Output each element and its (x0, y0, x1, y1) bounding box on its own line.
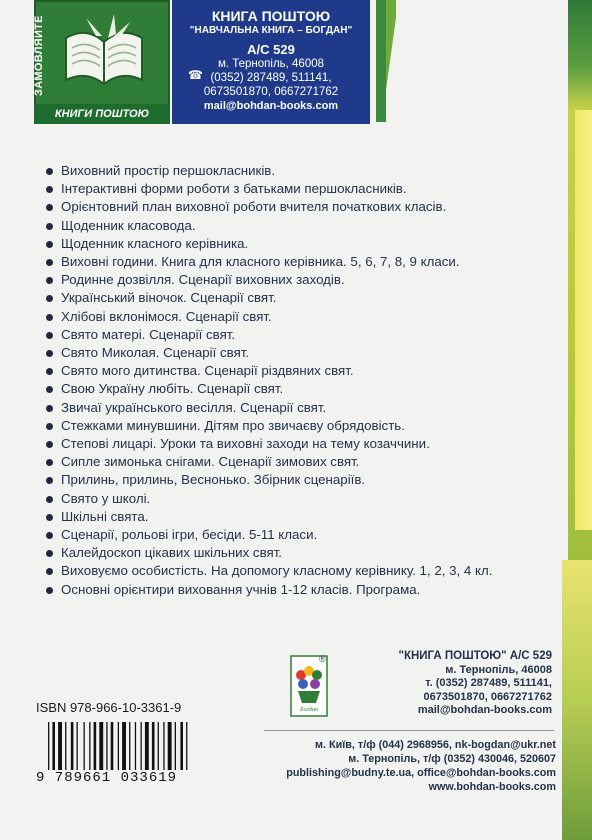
barcode-bar (77, 722, 78, 772)
bullet-icon (46, 568, 53, 575)
book-list-item (46, 253, 566, 271)
book-title: Стежками минувшини. Дітям про звичаєву обрядовість. (61, 417, 405, 433)
bullet-icon (46, 186, 53, 193)
book-list-item (46, 362, 566, 380)
bullet-icon (46, 241, 53, 248)
book-title: Звичаї українського весілля. Сценарії свят. (61, 399, 327, 415)
logo-bottom-label: КНИГИ ПОШТОЮ (34, 104, 170, 124)
barcode-bar (89, 722, 90, 772)
book-title: Степові лицарі. Уроки та виховні заходи на тему козаччини. (61, 436, 430, 452)
book-list-item (46, 471, 566, 489)
bullet-icon (46, 168, 53, 175)
bullet-icon (46, 259, 53, 266)
info-email: mail@bohdan-books.com (203, 100, 339, 112)
book-title: Хлібові вклонімося. Сценарії свят. (61, 308, 272, 324)
phone-icon: ☎ (188, 68, 203, 82)
book-list-item (46, 526, 566, 544)
mail-order-info-box (172, 0, 370, 124)
book-list-item (46, 508, 566, 526)
bullet-icon (46, 204, 53, 211)
registered-mark: ® (319, 654, 326, 664)
book-title: Український віночок. Сценарії свят. (61, 290, 277, 306)
book-title: Шкільні свята. (61, 508, 149, 524)
green-bar (376, 0, 386, 122)
book-title: Прилинь, прилинь, Веснонько. Збірник сценаріїв. (61, 472, 366, 488)
book-list-item (46, 326, 566, 344)
bullet-icon (46, 532, 53, 539)
bullet-icon (46, 223, 53, 230)
contact-website[interactable]: www.bohdan-books.com (428, 781, 556, 793)
book-list-item (46, 198, 566, 216)
barcode-bar (145, 722, 149, 772)
info-po-box: А/С 529 (247, 42, 295, 57)
barcode-bar (175, 722, 176, 772)
book-title: Орієнтовний план виховної роботи вчителя початкових класів. (61, 199, 447, 215)
book-title: Свято Миколая. Сценарії свят. (61, 345, 250, 361)
book-title: Щоденник класовода. (61, 217, 196, 233)
info-title: КНИГА ПОШТОЮ (211, 8, 331, 24)
logo-vertical-text: ЗАМОВЛЯЙТЕ (33, 15, 45, 97)
book-list-item (46, 544, 566, 562)
bullet-icon (46, 423, 53, 430)
contact-emails[interactable]: publishing@budny.te.ua, office@bohdan-books.com (286, 767, 556, 779)
bohdan-publisher-logo (290, 655, 328, 717)
bullet-icon (46, 332, 53, 339)
barcode-bar (152, 722, 155, 772)
bullet-icon (46, 386, 53, 393)
publisher-logo-text: Богдан (300, 707, 318, 713)
book-title: Сипле зимонька снігами. Сценарії зимових свят. (61, 454, 360, 470)
book-list-item (46, 235, 566, 253)
contact-phone-1: т. (0352) 287489, 511141, (425, 677, 552, 689)
barcode-bar (58, 722, 62, 772)
bullet-icon (46, 314, 53, 321)
bullet-icon (46, 514, 53, 521)
contact-kyiv: м. Київ, т/ф (044) 2968956, nk-bogdan@ukr.net (315, 739, 556, 751)
book-list-item (46, 217, 566, 235)
barcode-bar (84, 722, 85, 772)
book-list-item (46, 162, 566, 180)
bullet-icon (46, 496, 53, 503)
right-stripe-top (568, 0, 592, 110)
barcode-bar (163, 722, 164, 772)
book-title: Родинне дозвілля. Сценарії виховних заходів. (61, 272, 345, 288)
isbn: ISBN 978-966-10-3361-9 (36, 700, 182, 715)
right-stripe-bottom (562, 560, 592, 840)
contact-block-secondary (286, 738, 556, 794)
barcode-bar (129, 722, 130, 772)
bullet-icon (46, 587, 53, 594)
book-list-item (46, 380, 566, 398)
contact-ternopil: м. Тернопіль, т/ф (0352) 430046, 520607 (348, 753, 556, 765)
book-title: Калейдоскоп цікавих шкільних свят. (61, 545, 283, 561)
book-list-item (46, 562, 566, 580)
book-list-item (46, 417, 566, 435)
bullet-icon (46, 550, 53, 557)
barcode-bar (65, 722, 66, 772)
info-city: м. Тернопіль, 46008 (217, 58, 325, 70)
bullet-icon (46, 295, 53, 302)
book-list-item (46, 289, 566, 307)
book-list-item (46, 435, 566, 453)
bullet-icon (46, 350, 53, 357)
barcode-bar (168, 722, 172, 772)
green-bar-accent (386, 0, 396, 90)
contact-city: м. Тернопіль, 46008 (445, 663, 552, 676)
barcode-bar (94, 722, 97, 772)
bullet-icon (46, 277, 53, 284)
book-title: Основні орієнтири виховання учнів 1-12 класів. Програма. (61, 581, 421, 597)
book-list-item (46, 180, 566, 198)
book-list (46, 162, 566, 599)
bullet-icon (46, 368, 53, 375)
book-title: Свою Україну любіть. Сценарії свят. (61, 381, 284, 397)
book-list-item (46, 308, 566, 326)
book-title: Щоденник класного керівника. (61, 235, 249, 251)
info-subtitle: "НАВЧАЛЬНА КНИГА – БОГДАН" (189, 25, 353, 36)
barcode-bar (106, 722, 107, 772)
contact-email[interactable]: mail@bohdan-books.com (417, 704, 552, 716)
barcode-digits: 9 789661 033619 (36, 770, 202, 786)
contact-block (399, 650, 552, 718)
book-title: Свято мого дитинства. Сценарії різдвяних свят. (61, 363, 354, 379)
contact-phone-2: 0673501870, 0667271762 (423, 690, 552, 703)
book-title: Виховний простір першокласників. (61, 163, 276, 178)
book-title: Свято у школі. (61, 490, 151, 506)
book-list-item (46, 453, 566, 471)
book-title: Сценарії, рольові ігри, бесіди. 5-11 класи. (61, 527, 318, 543)
bullet-icon (46, 405, 53, 412)
barcode-bar (111, 722, 114, 772)
book-list-item (46, 581, 566, 599)
bullet-icon (46, 441, 53, 448)
book-title: Виховуємо особистість. На допомогу класному керівнику. 1, 2, 3, 4 кл. (61, 563, 493, 579)
barcode-bar (135, 722, 136, 772)
bullet-icon (46, 459, 53, 466)
contact-divider (264, 730, 554, 731)
book-list-item (46, 399, 566, 417)
barcode-bar (71, 722, 74, 772)
barcode-bar (141, 722, 142, 772)
barcode-bar (99, 722, 103, 772)
book-list-item (46, 271, 566, 289)
info-phone-1: (0352) 287489, 511141, (210, 72, 332, 84)
barcode-bar (158, 722, 159, 772)
book-title: Інтерактивні форми роботи з батьками першокласників. (61, 181, 407, 197)
bullet-icon (46, 477, 53, 484)
book-title: Виховні години. Книга для класного керівника. 5, 6, 7, 8, 9 класи. (61, 254, 460, 270)
book-title: Свято матері. Сценарії свят. (61, 326, 236, 342)
contact-title: "КНИГА ПОШТОЮ" А/С 529 (398, 650, 552, 662)
book-list-item (46, 490, 566, 508)
right-stripe-yellow (575, 110, 592, 530)
book-list-item (46, 344, 566, 362)
info-phone-2: 0673501870, 0667271762 (203, 86, 339, 98)
open-book-icon (56, 8, 152, 96)
